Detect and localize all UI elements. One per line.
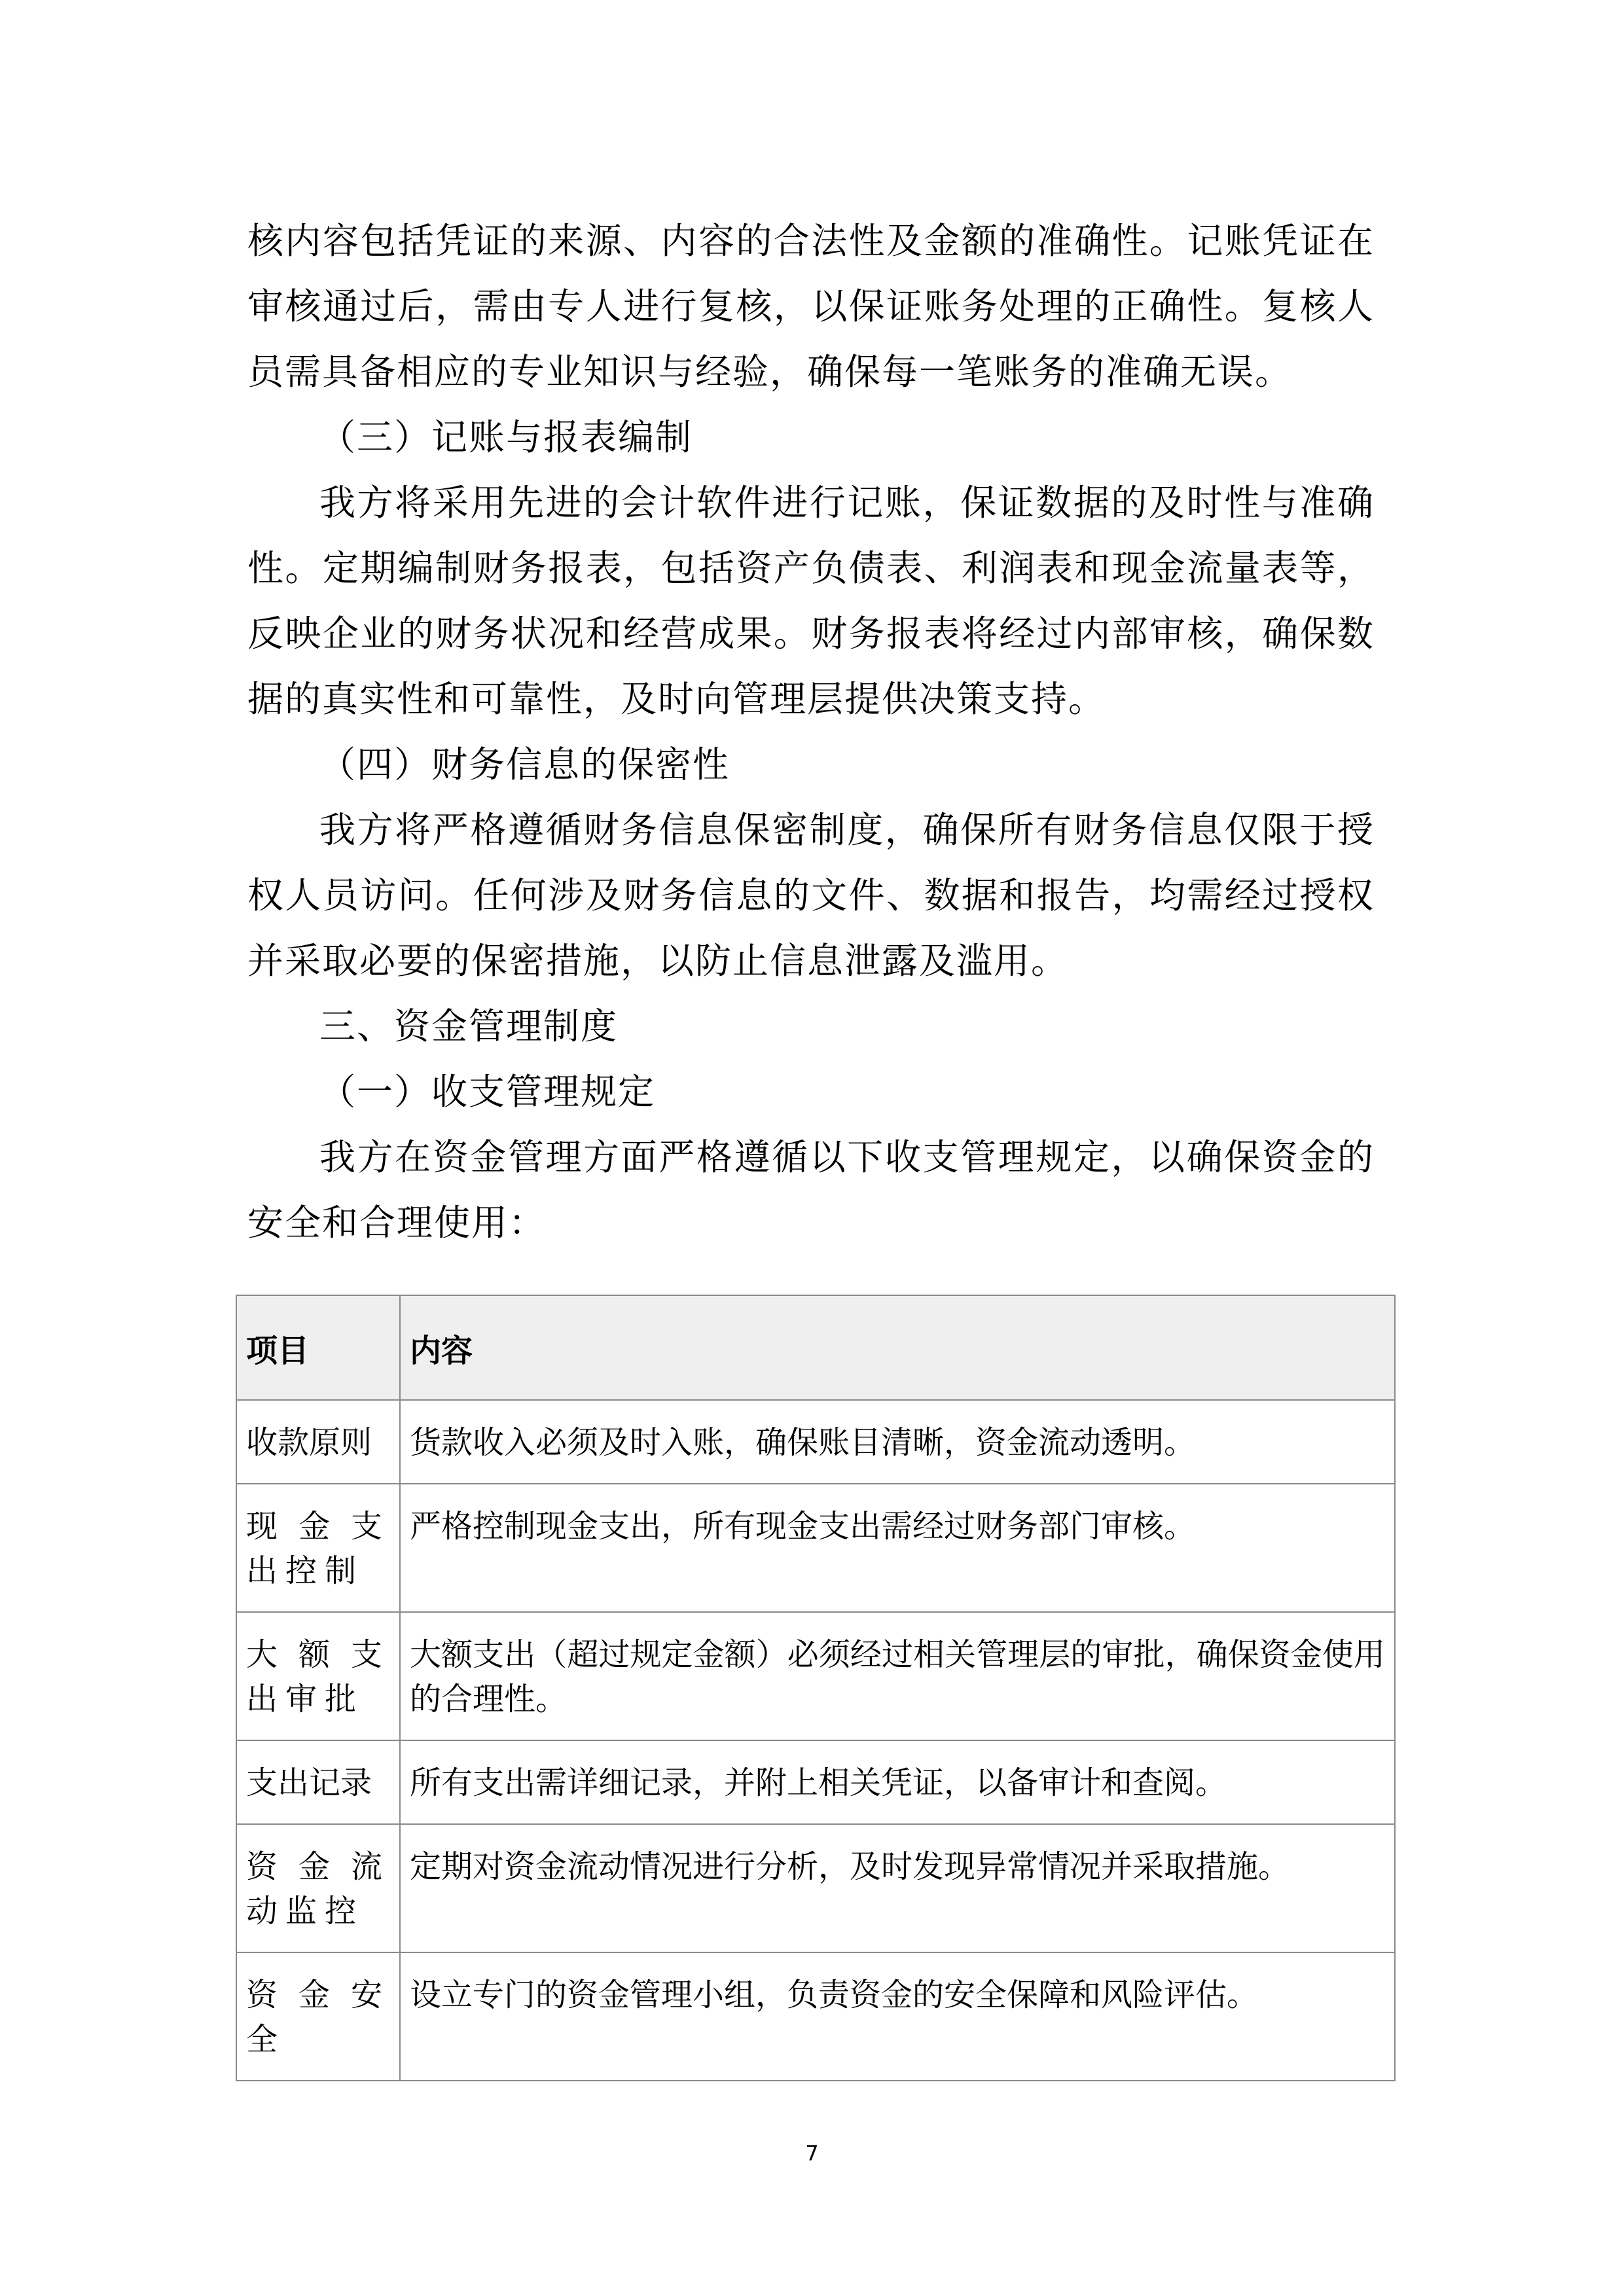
table-header-row xyxy=(236,1295,1395,1400)
body-text xyxy=(247,208,1375,1255)
paragraph-confidentiality: 我方将严格遵循财务信息保密制度，确保所有财务信息仅限于授权人员访问。任何涉及财务信息的文件、数据和报告，均需经过授权并采取必要的保密措施，以防止信息泄露及滥用。 xyxy=(247,809,1375,982)
table-cell-item: 现金支出控制 xyxy=(236,1484,400,1612)
table-cell-content: 严格控制现金支出，所有现金支出需经过财务部门审核。 xyxy=(400,1484,1395,1612)
table-cell-content: 定期对资金流动情况进行分析，及时发现异常情况并采取措施。 xyxy=(400,1824,1395,1952)
heading-income-expense-rules: （一）收支管理规定 xyxy=(319,1071,656,1113)
paragraph-bookkeeping: 我方将采用先进的会计软件进行记账，保证数据的及时性与准确性。定期编制财务报表，包括资产负债表、利润表和现金流量表等，反映企业的财务状况和经营成果。财务报表将经过内部审核，确保数据的真实性和可靠性，及时向管理层提供决策支持。 xyxy=(247,482,1375,720)
table-cell-content: 设立专门的资金管理小组，负责资金的安全保障和风险评估。 xyxy=(400,1952,1395,2081)
table-row xyxy=(236,1824,1395,1952)
table-row xyxy=(236,1612,1395,1740)
paragraph-review: 核内容包括凭证的来源、内容的合法性及金额的准确性。记账凭证在审核通过后，需由专人进行复核，以保证账务处理的正确性。复核人员需具备相应的专业知识与经验，确保每一笔账务的准确无误。 xyxy=(247,220,1375,393)
table-cell-item: 资金安全 xyxy=(236,1952,400,2081)
table-cell-content: 大额支出（超过规定金额）必须经过相关管理层的审批，确保资金使用的合理性。 xyxy=(400,1612,1395,1740)
table-cell-content: 货款收入必须及时入账，确保账目清晰，资金流动透明。 xyxy=(400,1400,1395,1484)
table-row xyxy=(236,1740,1395,1824)
heading-bookkeeping: （三）记账与报表编制 xyxy=(319,416,693,458)
table-cell-item: 大额支出审批 xyxy=(236,1612,400,1740)
table-cell-item: 资金流动监控 xyxy=(236,1824,400,1952)
column-header-content: 内容 xyxy=(400,1295,1395,1400)
table-row xyxy=(236,1400,1395,1484)
heading-confidentiality: （四）财务信息的保密性 xyxy=(319,744,731,785)
page-number: 7 xyxy=(805,2141,819,2166)
paragraph-income-expense-rules: 我方在资金管理方面严格遵循以下收支管理规定，以确保资金的安全和合理使用： xyxy=(247,1136,1375,1244)
table-cell-item: 支出记录 xyxy=(236,1740,400,1824)
table-cell-content: 所有支出需详细记录，并附上相关凭证，以备审计和查阅。 xyxy=(400,1740,1395,1824)
table-row xyxy=(236,1952,1395,2081)
column-header-item: 项目 xyxy=(236,1295,400,1400)
income-expense-table xyxy=(236,1295,1396,2081)
heading-fund-management: 三、资金管理制度 xyxy=(319,1005,619,1047)
table-cell-item: 收款原则 xyxy=(236,1400,400,1484)
table-row xyxy=(236,1484,1395,1612)
